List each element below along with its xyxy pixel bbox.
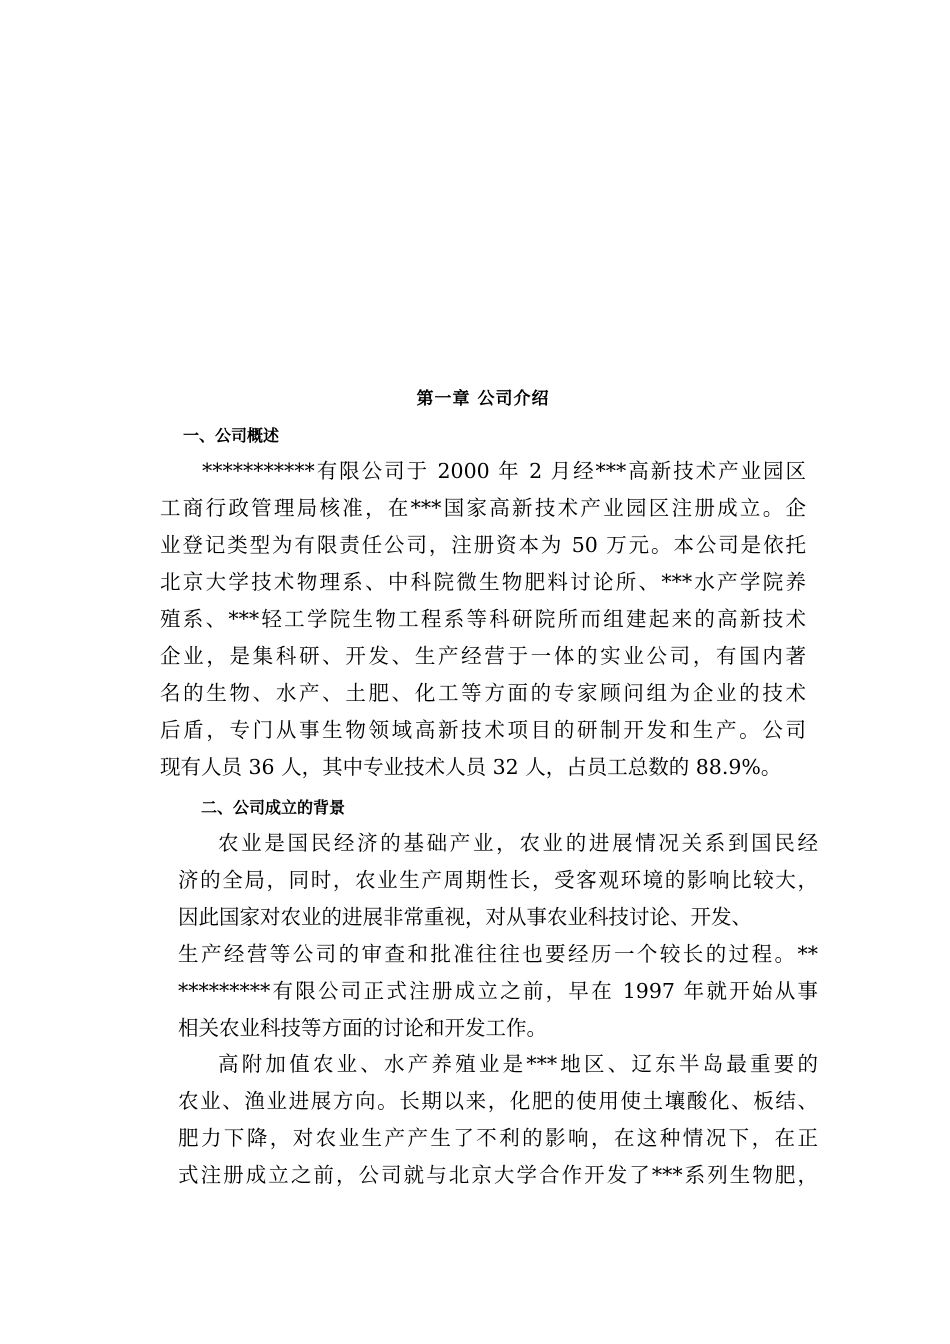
paragraph-line: *********有限公司正式注册成立之前，早在 1997 年就开始从事 <box>178 979 818 1003</box>
paragraph-line: 肥力下降，对农业生产产生了不利的影响，在这种情况下，在正 <box>178 1126 818 1150</box>
paragraph-line: 相关农业科技等方面的讨论和开发工作。 <box>178 1016 547 1040</box>
paragraph-line: 工商行政管理局核准，在***国家高新技术产业园区注册成立。企 <box>160 496 806 520</box>
paragraph-line: 业登记类型为有限责任公司，注册资本为 50 万元。本公司是依托 <box>160 533 806 557</box>
paragraph-line: 高附加值农业、水产养殖业是***地区、辽东半岛最重要的 <box>218 1052 818 1076</box>
paragraph-line: 北京大学技术物理系、中科院微生物肥料讨论所、***水产学院养 <box>160 570 806 594</box>
section-heading-background: 二、公司成立的背景 <box>201 798 346 817</box>
section-heading-overview: 一、公司概述 <box>183 426 280 445</box>
paragraph-line: 农业、渔业进展方向。长期以来，化肥的使用使土壤酸化、板结、 <box>178 1089 818 1113</box>
paragraph-line: 因此国家对农业的进展非常重视，对从事农业科技讨论、开发、 <box>178 905 752 929</box>
paragraph-line: 后盾，专门从事生物领域高新技术项目的研制开发和生产。公司 <box>160 718 806 742</box>
paragraph-line: 现有人员 36 人，其中专业技术人员 32 人，占员工总数的 88.9%。 <box>160 755 782 779</box>
paragraph-line: 殖系、***轻工学院生物工程系等科研院所而组建起来的高新技术 <box>160 607 806 631</box>
paragraph-line: 式注册成立之前，公司就与北京大学合作开发了***系列生物肥， <box>178 1163 818 1187</box>
paragraph-line: 名的生物、水产、土肥、化工等方面的专家顾问组为企业的技术 <box>160 681 806 705</box>
chapter-title: 第一章 公司介绍 <box>416 389 550 409</box>
paragraph-line: 生产经营等公司的审查和批准往往也要经历一个较长的过程。** <box>178 942 818 966</box>
paragraph-line: 农业是国民经济的基础产业，农业的进展情况关系到国民经 <box>218 831 818 855</box>
paragraph-company-overview <box>160 453 806 786</box>
paragraph-background-2 <box>178 1046 818 1194</box>
paragraph-line: 济的全局，同时，农业生产周期性长，受客观环境的影响比较大， <box>178 868 818 892</box>
paragraph-line: ***********有限公司于 2000 年 2 月经***高新技术产业园区 <box>202 459 806 483</box>
paragraph-line: 企业，是集科研、开发、生产经营于一体的实业公司，有国内著 <box>160 644 806 668</box>
paragraph-background-1 <box>178 825 818 1047</box>
